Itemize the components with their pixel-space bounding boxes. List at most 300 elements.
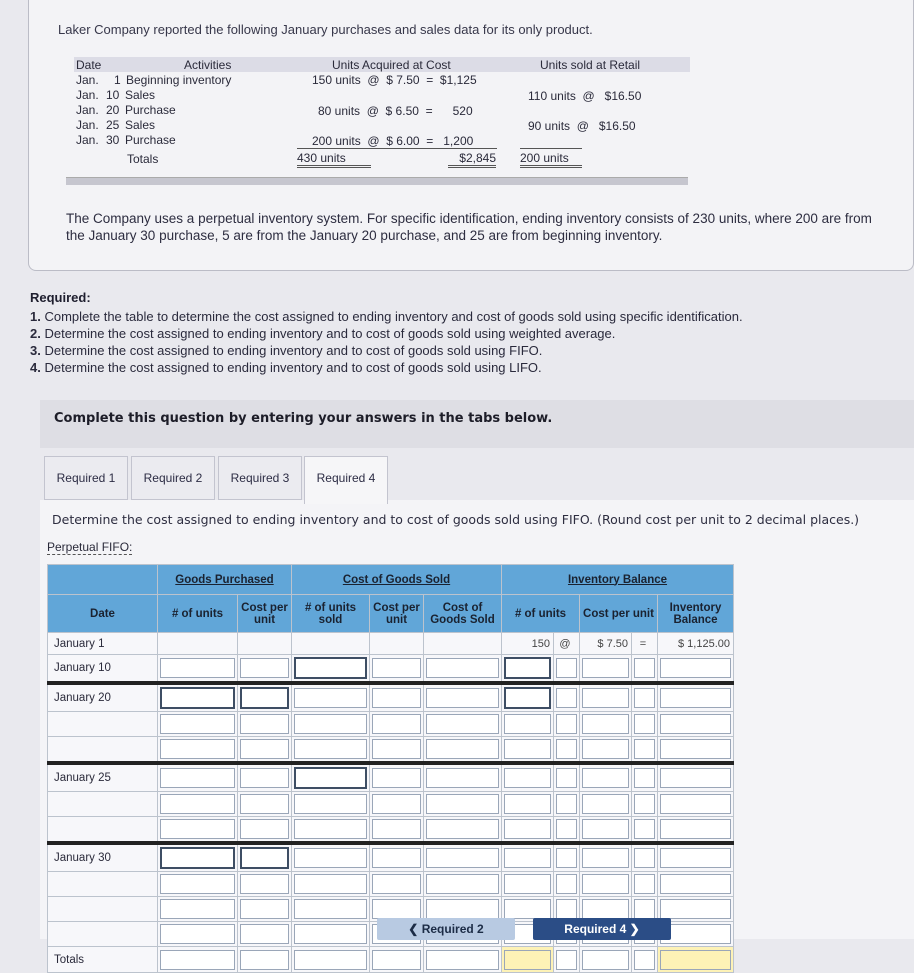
grid-input-cell[interactable] xyxy=(424,947,502,973)
grid-input-cell[interactable] xyxy=(658,792,734,817)
grid-input-field[interactable] xyxy=(582,899,629,919)
grid-row xyxy=(48,763,734,792)
grid-input-cell[interactable] xyxy=(292,655,370,684)
grid-input-field[interactable] xyxy=(294,819,367,839)
grid-input-field[interactable] xyxy=(240,819,289,839)
grid-input-field[interactable] xyxy=(634,794,655,814)
grid-input-field[interactable] xyxy=(160,687,235,709)
grid-input-cell[interactable] xyxy=(424,655,502,684)
grid-input-cell[interactable] xyxy=(580,683,632,712)
grid-input-cell[interactable] xyxy=(370,683,424,712)
grid-date-cell: January 25 xyxy=(48,763,158,792)
col-date: Date xyxy=(76,58,102,72)
grid-input-field[interactable] xyxy=(372,950,421,970)
required-item-text: Determine the cost assigned to ending inventory and to cost of goods sold using FIFO. xyxy=(44,343,543,358)
group-inventory-balance: Inventory Balance xyxy=(502,565,734,595)
grid-input-field[interactable] xyxy=(160,658,235,678)
grid-input-field[interactable] xyxy=(556,768,577,788)
grid-input-field[interactable] xyxy=(634,658,655,678)
grid-row xyxy=(48,843,734,872)
grid-input-field[interactable] xyxy=(634,819,655,839)
inv-row-activity: Sales xyxy=(125,118,156,132)
grid-row xyxy=(48,817,734,844)
grid-input-cell[interactable] xyxy=(554,655,580,684)
col-header-b-total: Inventory Balance xyxy=(658,595,734,633)
grid-input-cell[interactable] xyxy=(632,655,658,684)
grid-input-field[interactable] xyxy=(660,688,731,708)
grid-input-field[interactable] xyxy=(504,794,551,814)
grid-date-cell: Totals xyxy=(48,947,158,973)
grid-input-field[interactable] xyxy=(160,874,235,894)
grid-input-field[interactable] xyxy=(582,714,629,734)
grid-input-field[interactable] xyxy=(294,688,367,708)
grid-input-cell[interactable] xyxy=(238,655,292,684)
grid-input-field[interactable] xyxy=(372,848,421,868)
grid-input-field[interactable] xyxy=(372,874,421,894)
grid-input-cell[interactable] xyxy=(658,683,734,712)
grid-input-field[interactable] xyxy=(426,874,499,894)
tab-required-4[interactable]: Required 4 xyxy=(304,456,388,504)
grid-input-field[interactable] xyxy=(160,768,235,788)
grid-input-field[interactable] xyxy=(240,714,289,734)
grid-input-cell[interactable] xyxy=(158,872,238,897)
grid-input-field[interactable] xyxy=(556,794,577,814)
tab-required-3[interactable]: Required 3 xyxy=(218,456,302,500)
required-item-num: 2. xyxy=(30,326,41,341)
grid-input-field[interactable] xyxy=(504,739,551,759)
grid-input-field[interactable] xyxy=(660,794,731,814)
grid-input-cell[interactable] xyxy=(370,712,424,737)
grid-input-cell[interactable] xyxy=(658,817,734,844)
grid-input-cell[interactable] xyxy=(658,872,734,897)
grid-input-cell[interactable] xyxy=(424,737,502,764)
inv-row-day: 30 xyxy=(106,133,120,147)
grid-input-field[interactable] xyxy=(294,899,367,919)
grid-input-field[interactable] xyxy=(426,819,499,839)
required-item-2 xyxy=(30,326,615,341)
grid-input-cell[interactable] xyxy=(580,817,632,844)
grid-input-cell[interactable] xyxy=(292,897,370,922)
grid-empty-cell xyxy=(158,633,238,655)
grid-input-cell[interactable] xyxy=(554,683,580,712)
grid-input-cell[interactable] xyxy=(292,922,370,947)
table-scrollbar[interactable] xyxy=(66,177,688,185)
grid-input-cell[interactable] xyxy=(370,947,424,973)
grid-input-field[interactable] xyxy=(504,714,551,734)
jan1-balance-units: 150 xyxy=(502,633,554,655)
perpetual-fifo-label: Perpetual FIFO: xyxy=(47,540,133,554)
grid-input-field[interactable] xyxy=(504,848,551,868)
grid-input-field[interactable] xyxy=(160,794,235,814)
grid-input-cell[interactable] xyxy=(158,947,238,973)
grid-row xyxy=(48,683,734,712)
inv-row-day: 20 xyxy=(106,103,120,117)
acq-rule xyxy=(297,148,497,149)
grid-input-cell[interactable] xyxy=(158,712,238,737)
col-activities: Activities xyxy=(184,58,232,72)
grid-input-cell[interactable] xyxy=(238,843,292,872)
grid-input-cell[interactable] xyxy=(502,872,554,897)
grid-date-cell: January 10 xyxy=(48,655,158,684)
col-sold: Units sold at Retail xyxy=(540,58,641,72)
grid-input-cell[interactable] xyxy=(292,947,370,973)
grid-input-field[interactable] xyxy=(372,819,421,839)
grid-input-field[interactable] xyxy=(294,950,367,970)
prev-button-label: Required 2 xyxy=(421,922,484,936)
grid-input-field[interactable] xyxy=(504,874,551,894)
grid-input-cell[interactable] xyxy=(580,843,632,872)
grid-input-field[interactable] xyxy=(240,739,289,759)
sold-rule xyxy=(520,148,582,149)
intro-text: Laker Company reported the following January purchases and sales data for its only product. xyxy=(58,22,593,37)
grid-input-cell[interactable] xyxy=(238,792,292,817)
grid-input-cell[interactable] xyxy=(658,843,734,872)
grid-input-cell[interactable] xyxy=(502,712,554,737)
grid-input-cell[interactable] xyxy=(580,737,632,764)
inv-row-date: Jan. xyxy=(76,118,99,132)
grid-input-field[interactable] xyxy=(426,794,499,814)
grid-input-cell[interactable] xyxy=(658,655,734,684)
grid-input-cell[interactable] xyxy=(292,712,370,737)
grid-input-cell[interactable] xyxy=(238,683,292,712)
grid-input-cell[interactable] xyxy=(292,843,370,872)
grid-input-field[interactable] xyxy=(240,687,289,709)
tab-required-1[interactable]: Required 1 xyxy=(44,456,128,500)
grid-input-cell[interactable] xyxy=(158,763,238,792)
grid-input-cell[interactable] xyxy=(554,872,580,897)
grid-input-cell[interactable] xyxy=(632,712,658,737)
inv-row-date: Jan. xyxy=(76,88,99,102)
grid-input-field[interactable] xyxy=(160,739,235,759)
grid-input-cell[interactable] xyxy=(424,817,502,844)
grid-input-cell[interactable] xyxy=(502,683,554,712)
grid-input-cell[interactable] xyxy=(502,737,554,764)
grid-input-cell[interactable] xyxy=(424,843,502,872)
grid-input-cell[interactable] xyxy=(632,872,658,897)
grid-input-field[interactable] xyxy=(660,874,731,894)
grid-input-cell[interactable] xyxy=(292,792,370,817)
totals-sold: 200 units xyxy=(520,151,582,168)
grid-input-field[interactable] xyxy=(160,899,235,919)
grid-input-field[interactable] xyxy=(556,819,577,839)
grid-input-cell[interactable] xyxy=(238,897,292,922)
grid-input-cell[interactable] xyxy=(502,817,554,844)
grid-input-cell[interactable] xyxy=(580,763,632,792)
grid-input-field[interactable] xyxy=(582,819,629,839)
grid-input-field[interactable] xyxy=(240,794,289,814)
tab-required-2[interactable]: Required 2 xyxy=(131,456,215,500)
grid-input-field[interactable] xyxy=(240,924,289,944)
totals-label: Totals xyxy=(127,152,159,166)
grid-input-field[interactable] xyxy=(582,739,629,759)
next-required-button[interactable]: Required 4 ❯ xyxy=(533,918,671,940)
grid-input-cell[interactable] xyxy=(502,763,554,792)
fifo-grid xyxy=(47,564,734,973)
grid-input-cell[interactable] xyxy=(238,817,292,844)
grid-input-cell[interactable] xyxy=(238,872,292,897)
grid-input-field[interactable] xyxy=(556,714,577,734)
grid-date-cell: January 20 xyxy=(48,683,158,712)
grid-input-field[interactable] xyxy=(556,848,577,868)
grid-input-field[interactable] xyxy=(660,950,731,970)
grid-input-field[interactable] xyxy=(372,688,421,708)
grid-input-cell[interactable] xyxy=(158,843,238,872)
grid-date-cell xyxy=(48,792,158,817)
grid-input-field[interactable] xyxy=(240,899,289,919)
grid-input-cell[interactable] xyxy=(632,737,658,764)
grid-input-field[interactable] xyxy=(504,819,551,839)
grid-row xyxy=(48,655,734,684)
grid-input-field[interactable] xyxy=(294,714,367,734)
grid-input-field[interactable] xyxy=(426,658,499,678)
grid-input-field[interactable] xyxy=(160,924,235,944)
grid-input-field[interactable] xyxy=(634,899,655,919)
grid-input-cell[interactable] xyxy=(238,947,292,973)
grid-input-cell[interactable] xyxy=(370,872,424,897)
instruction-text: Determine the cost assigned to ending inventory and to cost of goods sold using FIFO. (Round cost per unit to 2 decimal places.) xyxy=(52,512,860,527)
grid-row xyxy=(48,947,734,973)
grid-input-cell[interactable] xyxy=(424,683,502,712)
grid-input-field[interactable] xyxy=(294,767,367,789)
grid-input-field[interactable] xyxy=(556,688,577,708)
complete-banner-text: Complete this question by entering your answers in the tabs below. xyxy=(54,411,553,426)
required-item-text: Determine the cost assigned to ending inventory and to cost of goods sold using weighted average. xyxy=(44,326,616,341)
grid-input-field[interactable] xyxy=(634,874,655,894)
grid-input-field[interactable] xyxy=(582,848,629,868)
grid-input-cell[interactable] xyxy=(238,712,292,737)
grid-input-field[interactable] xyxy=(294,739,367,759)
inv-row-sold: 110 units @ $16.50 xyxy=(528,89,642,103)
inv-row-activity: Beginning inventory xyxy=(126,73,232,87)
jan1-balance-cost: $ 7.50 xyxy=(580,633,632,655)
grid-input-cell[interactable] xyxy=(370,655,424,684)
grid-input-cell[interactable] xyxy=(554,712,580,737)
required-item-num: 4. xyxy=(30,360,41,375)
grid-input-field[interactable] xyxy=(294,924,367,944)
grid-input-cell[interactable] xyxy=(158,897,238,922)
prev-required-button[interactable]: ❮ Required 2 xyxy=(377,918,515,940)
grid-input-cell[interactable] xyxy=(292,737,370,764)
grid-input-cell[interactable] xyxy=(292,683,370,712)
grid-input-field[interactable] xyxy=(660,819,731,839)
grid-input-cell[interactable] xyxy=(424,872,502,897)
grid-input-field[interactable] xyxy=(556,950,577,970)
inv-row-acquired: 200 units @ $ 6.00 = 1,200 xyxy=(312,134,474,148)
col-acquired: Units Acquired at Cost xyxy=(332,58,451,72)
grid-input-cell[interactable] xyxy=(632,947,658,973)
grid-empty-cell xyxy=(424,633,502,655)
grid-input-cell[interactable] xyxy=(292,817,370,844)
grid-input-cell[interactable] xyxy=(580,712,632,737)
grid-input-field[interactable] xyxy=(504,657,551,679)
grid-input-field[interactable] xyxy=(582,950,629,970)
grid-input-cell[interactable] xyxy=(238,922,292,947)
grid-input-cell[interactable] xyxy=(580,872,632,897)
grid-input-cell[interactable] xyxy=(424,712,502,737)
grid-input-field[interactable] xyxy=(372,794,421,814)
grid-input-cell[interactable] xyxy=(370,817,424,844)
grid-input-cell[interactable] xyxy=(580,655,632,684)
grid-input-field[interactable] xyxy=(160,847,235,869)
grid-input-field[interactable] xyxy=(426,739,499,759)
grid-input-field[interactable] xyxy=(634,739,655,759)
grid-input-field[interactable] xyxy=(240,950,289,970)
col-header-p-units: # of units xyxy=(158,595,238,633)
required-item-1 xyxy=(30,309,743,324)
inv-row-acquired: 80 units @ $ 6.50 = 520 xyxy=(318,104,473,118)
grid-input-field[interactable] xyxy=(582,874,629,894)
grid-input-field[interactable] xyxy=(294,848,367,868)
col-header-p-cost: Cost per unit xyxy=(238,595,292,633)
grid-input-field[interactable] xyxy=(660,658,731,678)
grid-row xyxy=(48,872,734,897)
grid-input-field[interactable] xyxy=(372,899,421,919)
grid-input-cell[interactable] xyxy=(632,792,658,817)
grid-input-field[interactable] xyxy=(660,899,731,919)
grid-input-field[interactable] xyxy=(556,739,577,759)
grid-input-field[interactable] xyxy=(634,714,655,734)
grid-input-cell[interactable] xyxy=(658,737,734,764)
grid-input-cell[interactable] xyxy=(580,792,632,817)
grid-input-field[interactable] xyxy=(240,768,289,788)
grid-input-field[interactable] xyxy=(426,848,499,868)
grid-input-field[interactable] xyxy=(426,714,499,734)
grid-input-field[interactable] xyxy=(556,874,577,894)
grid-input-cell[interactable] xyxy=(158,792,238,817)
grid-input-cell[interactable] xyxy=(502,843,554,872)
grid-input-field[interactable] xyxy=(504,768,551,788)
grid-row xyxy=(48,737,734,764)
grid-input-cell[interactable] xyxy=(158,817,238,844)
grid-date-cell xyxy=(48,897,158,922)
grid-input-cell[interactable] xyxy=(632,683,658,712)
grid-input-cell[interactable] xyxy=(632,763,658,792)
grid-input-field[interactable] xyxy=(160,819,235,839)
grid-input-cell[interactable] xyxy=(158,683,238,712)
grid-input-field[interactable] xyxy=(426,950,499,970)
grid-input-cell[interactable] xyxy=(502,655,554,684)
col-header-date: Date xyxy=(48,595,158,633)
jan1-balance-total: $ 1,125.00 xyxy=(658,633,734,655)
grid-input-cell[interactable] xyxy=(424,763,502,792)
group-goods-purchased: Goods Purchased xyxy=(158,565,292,595)
grid-input-field[interactable] xyxy=(372,658,421,678)
grid-input-field[interactable] xyxy=(240,847,289,869)
inv-row-acquired: 150 units @ $ 7.50 = $1,125 xyxy=(312,73,477,87)
grid-input-cell[interactable] xyxy=(554,817,580,844)
grid-input-field[interactable] xyxy=(160,950,235,970)
grid-input-cell[interactable] xyxy=(370,737,424,764)
inv-row-date: Jan. xyxy=(76,133,99,147)
inv-row-date: Jan. xyxy=(76,73,99,87)
grid-input-cell[interactable] xyxy=(370,843,424,872)
grid-input-cell[interactable] xyxy=(658,763,734,792)
grid-input-field[interactable] xyxy=(294,794,367,814)
grid-input-field[interactable] xyxy=(294,874,367,894)
grid-input-cell[interactable] xyxy=(658,712,734,737)
grid-empty-cell xyxy=(292,633,370,655)
grid-input-field[interactable] xyxy=(294,657,367,679)
grid-input-field[interactable] xyxy=(634,950,655,970)
grid-input-cell[interactable] xyxy=(424,792,502,817)
jan1-balance-eq: = xyxy=(632,633,658,655)
required-title: Required: xyxy=(30,290,91,305)
grid-input-cell[interactable] xyxy=(554,947,580,973)
grid-input-field[interactable] xyxy=(634,688,655,708)
grid-input-cell[interactable] xyxy=(502,947,554,973)
grid-input-cell[interactable] xyxy=(502,792,554,817)
required-item-3 xyxy=(30,343,542,358)
grid-input-field[interactable] xyxy=(426,899,499,919)
grid-input-cell[interactable] xyxy=(554,737,580,764)
grid-input-field[interactable] xyxy=(426,768,499,788)
grid-input-field[interactable] xyxy=(660,768,731,788)
grid-input-field[interactable] xyxy=(634,768,655,788)
grid-input-field[interactable] xyxy=(634,848,655,868)
grid-input-field[interactable] xyxy=(556,658,577,678)
grid-input-field[interactable] xyxy=(372,739,421,759)
grid-input-cell[interactable] xyxy=(370,792,424,817)
grid-input-cell[interactable] xyxy=(292,763,370,792)
grid-input-cell[interactable] xyxy=(580,947,632,973)
grid-input-cell[interactable] xyxy=(370,763,424,792)
inv-row-date: Jan. xyxy=(76,103,99,117)
grid-input-field[interactable] xyxy=(556,899,577,919)
required-item-num: 1. xyxy=(30,309,41,324)
grid-input-field[interactable] xyxy=(240,874,289,894)
grid-input-cell[interactable] xyxy=(158,737,238,764)
grid-input-field[interactable] xyxy=(582,658,629,678)
grid-input-field[interactable] xyxy=(504,950,551,970)
col-header-b-units: # of units xyxy=(502,595,580,633)
grid-input-field[interactable] xyxy=(504,687,551,709)
grid-input-field[interactable] xyxy=(660,714,731,734)
grid-input-field[interactable] xyxy=(660,739,731,759)
grid-input-cell[interactable] xyxy=(658,947,734,973)
grid-input-cell[interactable] xyxy=(292,872,370,897)
grid-input-cell[interactable] xyxy=(632,843,658,872)
grid-input-cell[interactable] xyxy=(238,763,292,792)
grid-input-field[interactable] xyxy=(582,768,629,788)
grid-input-cell[interactable] xyxy=(554,843,580,872)
inv-row-sold: 90 units @ $16.50 xyxy=(528,119,636,133)
complete-banner xyxy=(40,400,914,448)
inv-row-day: 10 xyxy=(106,88,120,102)
grid-row xyxy=(48,712,734,737)
col-header-s-total: Cost of Goods Sold xyxy=(424,595,502,633)
grid-input-cell[interactable] xyxy=(158,922,238,947)
grid-input-field[interactable] xyxy=(504,899,551,919)
grid-input-cell[interactable] xyxy=(238,737,292,764)
grid-input-field[interactable] xyxy=(372,714,421,734)
grid-input-cell[interactable] xyxy=(554,792,580,817)
grid-input-field[interactable] xyxy=(426,688,499,708)
grid-empty-cell xyxy=(370,633,424,655)
grid-input-field[interactable] xyxy=(240,658,289,678)
grid-date-cell: January 1 xyxy=(48,633,158,655)
grid-input-cell[interactable] xyxy=(158,655,238,684)
grid-input-cell[interactable] xyxy=(632,817,658,844)
grid-input-field[interactable] xyxy=(660,848,731,868)
grid-input-cell[interactable] xyxy=(554,763,580,792)
col-header-b-cost: Cost per unit xyxy=(580,595,658,633)
grid-row xyxy=(48,792,734,817)
grid-input-field[interactable] xyxy=(582,794,629,814)
grid-input-field[interactable] xyxy=(582,688,629,708)
grid-input-field[interactable] xyxy=(160,714,235,734)
grid-input-field[interactable] xyxy=(372,768,421,788)
totals-units: 430 units xyxy=(297,151,371,168)
